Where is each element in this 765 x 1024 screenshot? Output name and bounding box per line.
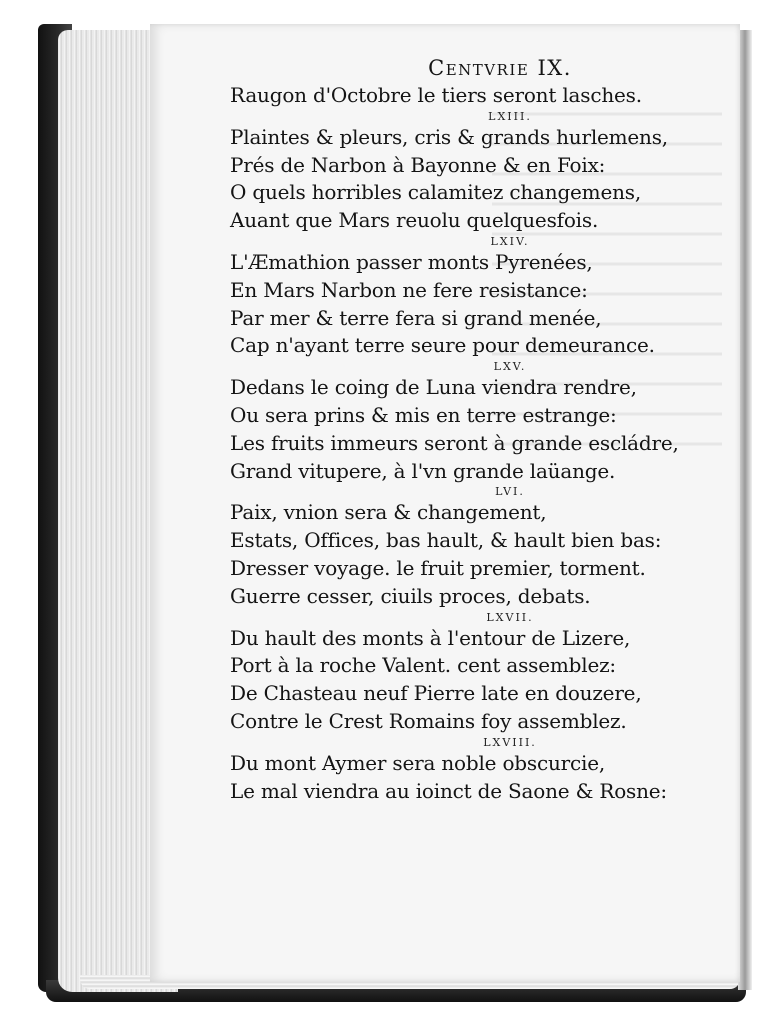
verse-line: Plaintes & pleurs, cris & grands hurlemens, [230,124,668,149]
verse-line: Paix, vnion sera & changement, [230,500,547,525]
book-page [150,24,740,982]
verse-line: Dedans le coing de Luna viendra rendre, [230,375,637,400]
verse-line: Prés de Narbon à Bayonne & en Foix: [230,152,606,177]
quatrain-number: LVI. [495,485,525,499]
quatrain-63 [230,110,730,235]
verse-line: Par mer & terre fera si grand menée, [230,305,602,330]
quatrain-number: LXV. [493,360,527,374]
quatrain-number: LXVIII. [483,735,537,749]
quatrain-number: LXIII. [488,109,532,123]
verse-line: Les fruits immeurs seront à grande escládre, [230,430,679,455]
verse-line: O quels horribles calamitez changemens, [230,180,641,205]
quatrain-64 [230,235,730,360]
verse-line: Le mal viendra au ioinct de Saone & Rosne: [230,778,667,803]
quatrain-number: LXIV. [490,234,530,248]
verse-line: Auant que Mars reuolu quelquesfois. [230,208,599,233]
quatrain-66 [230,485,730,610]
verse-line: Cap n'ayant terre seure pour demeurance. [230,333,655,358]
verse-line: Grand vitupere, à l'vn grande laüange. [230,458,616,483]
verse-line: Du hault des monts à l'entour de Lizere, [230,625,631,650]
verse-line: Contre le Crest Romains foy assemblez. [230,708,627,733]
verse-line: Estats, Offices, bas hault, & hault bien bas: [230,528,662,553]
verse-line: Port à la roche Valent. cent assemblez: [230,653,616,678]
verse-line: Ou sera prins & mis en terre estrange: [230,402,617,427]
verse-line: Dresser voyage. le fruit premier, torment. [230,555,646,580]
verse-line: L'Æmathion passer monts Pyrenées, [230,249,593,274]
quatrain-number: LXVII. [486,610,534,624]
right-page-edge [738,30,752,990]
running-head: Centvrie IX. [428,56,572,80]
verse-line: Du mont Aymer sera noble obscurcie, [230,750,606,775]
quatrain-65 [230,360,730,485]
verse-line: En Mars Narbon ne fere resistance: [230,277,588,302]
quatrain-67 [230,611,730,736]
verse-line: De Chasteau neuf Pierre late en douzere, [230,681,642,706]
first-line: Raugon d'Octobre le tiers seront lasches. [230,83,642,107]
verse-line: Guerre cesser, ciuils proces, debats. [230,583,591,608]
quatrain-68 [230,736,730,806]
page-text [230,54,730,805]
